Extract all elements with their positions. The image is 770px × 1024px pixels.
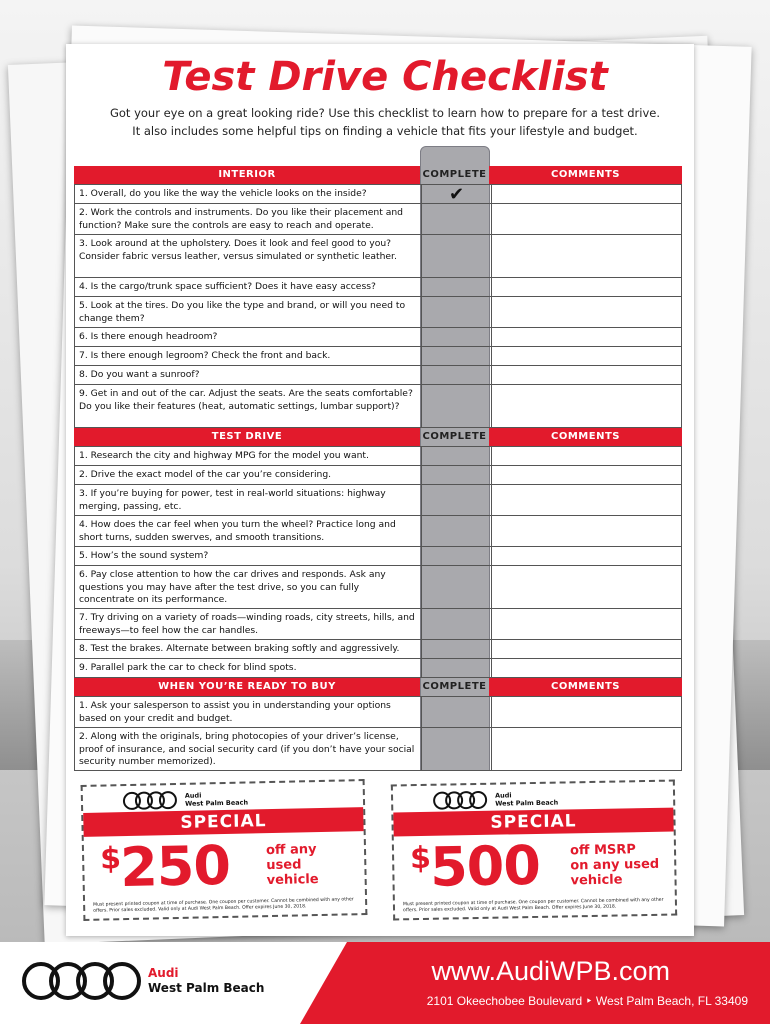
complete-checkbox[interactable] [421,466,492,484]
checklist-row [74,347,682,366]
complete-checkbox[interactable] [421,485,492,515]
coupon-dollar-sign: $ [409,840,431,877]
comments-column-header: COMMENTS [489,166,682,184]
section-title: WHEN YOU’RE READY TO BUY [74,678,420,696]
checklist-question: 6. Is there enough headroom? [74,328,421,346]
complete-checkbox[interactable] [421,385,492,427]
page-title: Test Drive Checklist [162,54,608,100]
comments-field[interactable] [492,728,682,770]
comments-column-header: COMMENTS [489,428,682,446]
comments-field[interactable] [492,204,682,234]
complete-checkbox[interactable] [421,447,492,465]
comments-field[interactable] [492,385,682,427]
footer-brand [148,966,264,996]
comments-field[interactable] [492,278,682,296]
checklist-row [74,659,682,678]
coupon-brand-location: West Palm Beach [184,798,249,808]
complete-checkbox[interactable] [421,728,492,770]
checklist-row [74,204,682,235]
checklist-question: 2. Work the controls and instruments. Do you like their placement and function? Make sure the controls are easy to reach and operate. [74,204,421,234]
dealer-address: 2101 Okeechobee Boulevard ‣ West Palm Beach, FL 33409 [426,994,748,1008]
comments-field[interactable] [492,516,682,546]
checklist-row [74,640,682,659]
coupon-fine-print: Must present printed coupon at time of purchase. One coupon per customer. Cannot be combined with any other offers. Prior sales excluded. Valid only at Audi West Palm Beach. Offer expires June 30, 2018. [93,897,354,914]
checklist-row [74,235,682,278]
comments-field[interactable] [492,366,682,384]
coupon-offer-line: used [266,857,302,874]
intro-line: Got your eye on a great looking ride? Use this checklist to learn how to prepare for a test drive. [109,106,661,120]
section-header-test-drive [74,428,682,446]
complete-checkbox[interactable] [421,328,492,346]
coupon-offer-line: off MSRP [569,842,636,859]
coupon-dollar-sign: $ [99,841,121,877]
checklist-row [74,184,682,204]
complete-checkbox[interactable] [421,235,492,277]
audi-rings-logo [123,791,171,810]
coupon-fine-print: Must present printed coupon at time of purchase. One coupon per customer. Cannot be combined with any other offers. Prior sales excluded. Valid only at Audi West Palm Beach. Offer expires June 30, 2018. [402,897,664,914]
checklist-row [74,728,682,771]
checklist-row [74,366,682,385]
checkmark-icon: ✔ [448,183,465,205]
coupon-offer-line: vehicle [570,872,623,889]
checklist-question: 3. If you’re buying for power, test in real-world situations: highway merging, passing, etc. [74,485,421,515]
coupon[interactable] [391,780,677,921]
coupon-brand [185,790,248,807]
website-link[interactable]: www.AudiWPB.com [431,956,670,986]
checklist-row [74,446,682,466]
footer-brand-location: West Palm Beach [148,981,265,995]
checklist-row [74,566,682,609]
checklist-row [74,466,682,485]
checklist-question: 5. Look at the tires. Do you like the type and brand, or will you need to change them? [74,297,421,327]
comments-field[interactable] [492,347,682,365]
complete-checkbox[interactable] [421,204,492,234]
checklist-row [74,485,682,516]
coupon-special-banner: SPECIAL [83,807,363,837]
coupon-brand [495,791,558,808]
checklist-question: 9. Parallel park the car to check for blind spots. [74,659,421,677]
complete-checkbox[interactable] [421,659,492,677]
checklist-question: 6. Pay close attention to how the car drives and responds. Ask any questions you may have after the test drive, so you can fully concentrate on its performance. [74,566,421,608]
checklist-question: 4. Is the cargo/trunk space sufficient? Does it have easy access? [74,278,421,296]
checklist-question: 1. Research the city and highway MPG for the model you want. [74,447,421,465]
checklist-row [74,297,682,328]
checklist-row [74,696,682,728]
section-header-ready [74,678,682,696]
audi-rings-logo [433,791,481,810]
footer-brand-audi: Audi [148,966,179,980]
comments-field[interactable] [492,466,682,484]
section-header-interior [74,166,682,184]
checklist-question: 4. How does the car feel when you turn the wheel? Practice long and short turns, sudden swerves, and smooth transitions. [74,516,421,546]
complete-checkbox[interactable] [421,566,492,608]
checklist-row [74,278,682,297]
section-title: TEST DRIVE [74,428,420,446]
section-title: INTERIOR [74,166,420,184]
complete-checkbox[interactable] [421,547,492,565]
comments-field[interactable] [492,640,682,658]
checklist-question: 9. Get in and out of the car. Adjust the seats. Are the seats comfortable? Do you like their features (heat, automatic settings, lumbar support)? [74,385,421,427]
complete-checkbox[interactable] [421,185,492,203]
complete-checkbox[interactable] [421,278,492,296]
complete-column-header: COMPLETE [422,681,487,692]
coupon-brand-location: West Palm Beach [495,798,559,808]
checklist-question: 7. Is there enough legroom? Check the front and back. [74,347,421,365]
checklist-question: 5. How’s the sound system? [74,547,421,565]
checklist-row [74,385,682,428]
checklist-row [74,547,682,566]
comments-field[interactable] [492,609,682,639]
comments-field[interactable] [492,485,682,515]
comments-field[interactable] [492,697,682,727]
complete-checkbox[interactable] [421,347,492,365]
complete-checkbox[interactable] [421,697,492,727]
coupon-amount [409,833,541,899]
checklist-question: 1. Ask your salesperson to assist you in understanding your options based on your credit and budget. [74,697,421,727]
complete-checkbox[interactable] [421,609,492,639]
coupon-brand-audi: Audi [494,791,512,800]
complete-column-header: COMPLETE [422,431,487,442]
coupon-offer [266,841,363,888]
coupon-logo [123,789,248,810]
comments-field[interactable] [492,235,682,277]
coupon-offer-line: off any [265,842,317,859]
comments-field[interactable] [492,185,682,203]
checklist-question: 2. Along with the originals, bring photocopies of your driver’s license, proof of insurance, and social security card (if you don’t have your social security number memorized). [74,728,421,770]
checklist-row [74,328,682,347]
checklist-question: 3. Look around at the upholstery. Does it look and feel good to you? Consider fabric versus leather, versus simulated or synthetic leather. [74,235,421,277]
checklist-table [74,166,682,771]
coupon-logo [433,790,558,810]
coupon-amount-value: 250 [119,833,231,900]
coupon-offer-line: vehicle [266,872,319,889]
checklist-question: 8. Test the brakes. Alternate between braking softly and aggressively. [74,640,421,658]
coupon-brand-audi: Audi [184,791,202,800]
comments-field[interactable] [492,328,682,346]
coupon-offer [570,842,667,889]
checklist-question: 1. Overall, do you like the way the vehicle looks on the inside? [74,185,421,203]
comments-column-header: COMMENTS [489,678,682,696]
footer [0,942,770,1024]
audi-rings-logo [22,962,130,1000]
coupon-special-banner: SPECIAL [393,808,673,837]
comments-field[interactable] [492,547,682,565]
complete-checkbox[interactable] [421,366,492,384]
comments-field[interactable] [492,659,682,677]
complete-checkbox[interactable] [421,640,492,658]
checklist-row [74,516,682,547]
checklist-question: 2. Drive the exact model of the car you’re considering. [74,466,421,484]
coupon-offer-line: on any used [570,856,660,874]
comments-field[interactable] [492,566,682,608]
comments-field[interactable] [492,297,682,327]
complete-checkbox[interactable] [421,516,492,546]
checklist-question: 8. Do you want a sunroof? [74,366,421,384]
complete-column-header: COMPLETE [422,169,487,180]
coupon-amount [99,833,231,900]
intro-text [80,104,690,140]
comments-field[interactable] [492,447,682,465]
coupon[interactable] [81,779,368,921]
complete-checkbox[interactable] [421,297,492,327]
coupon-amount-value: 500 [429,833,541,899]
checklist-row [74,609,682,640]
checklist-question: 7. Try driving on a variety of roads—winding roads, city streets, hills, and freeways—to feel how the car handles. [74,609,421,639]
intro-line: It also includes some helpful tips on finding a vehicle that fits your lifestyle and budget. [132,124,638,138]
